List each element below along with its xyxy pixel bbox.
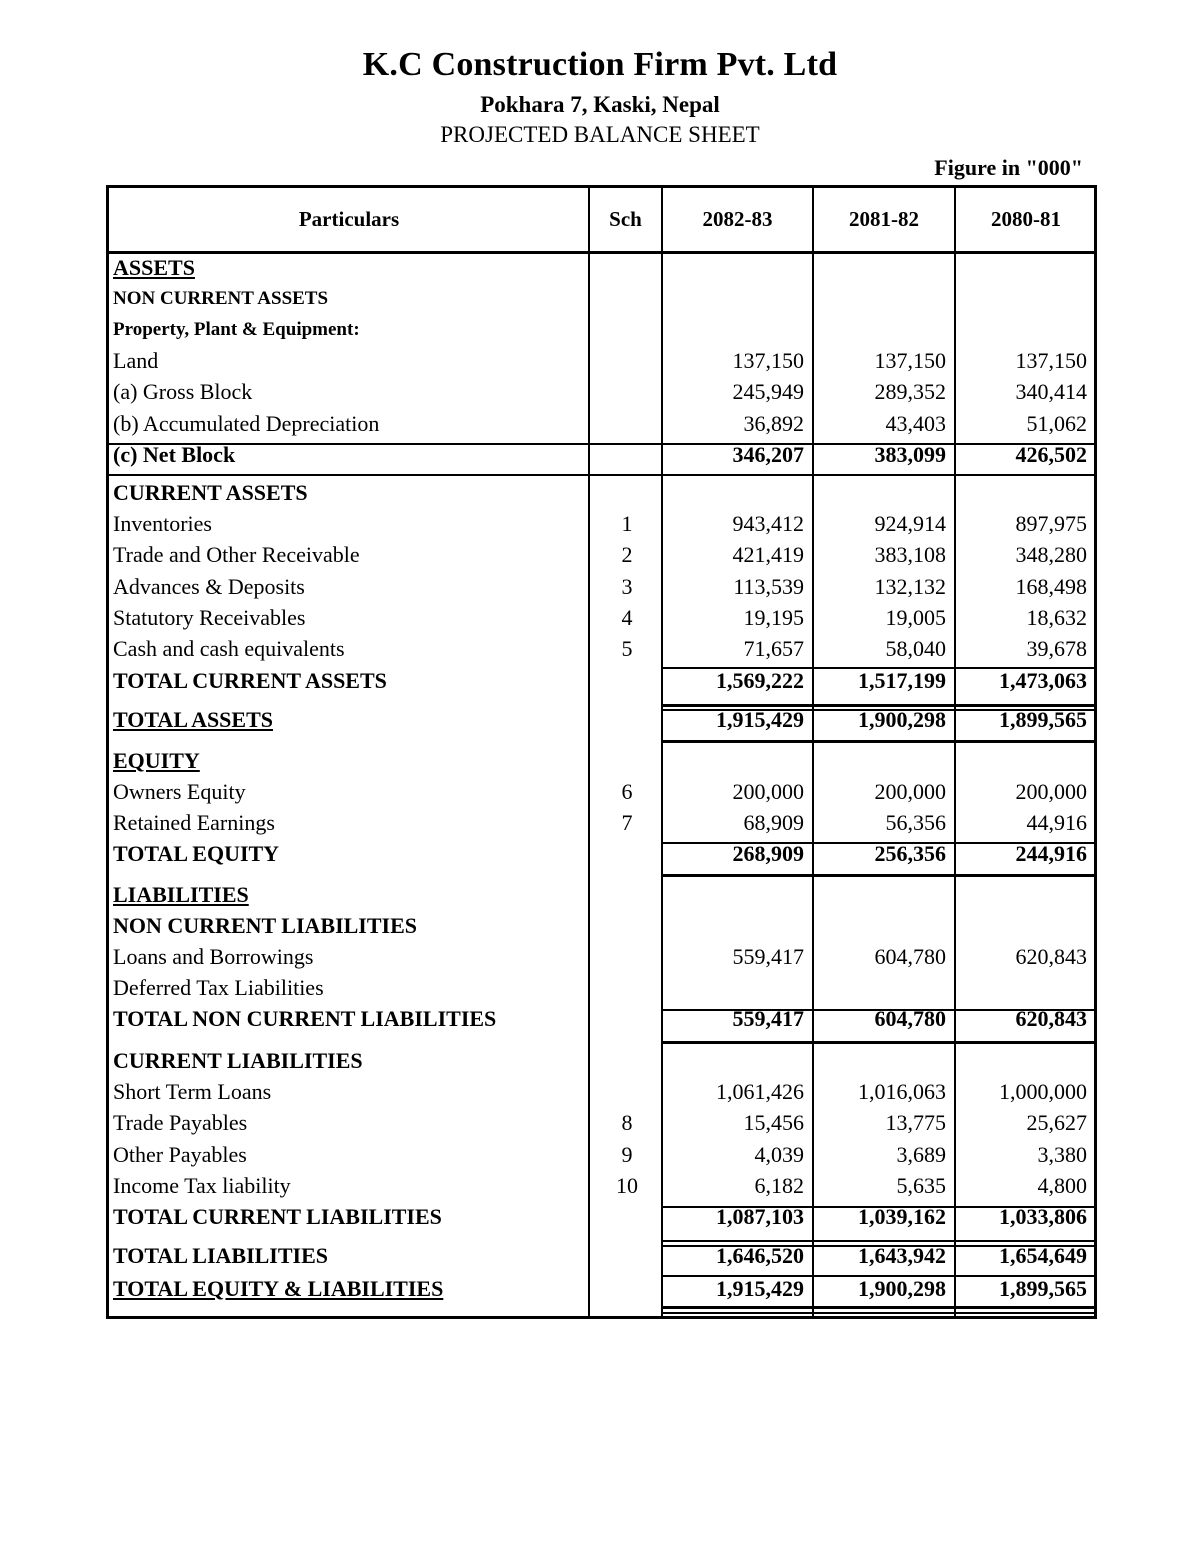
header-particulars: Particulars	[298, 207, 400, 231]
row-value-2081-82: 58,040	[885, 636, 946, 661]
table-body	[109, 254, 1094, 1316]
table-row	[109, 665, 1094, 696]
row-value-2082-83: 559,417	[732, 944, 804, 969]
rule-line	[662, 842, 1094, 844]
table-row	[109, 1107, 1094, 1138]
row-value-2080-81: 1,654,649	[999, 1243, 1087, 1268]
row-label: Owners Equity	[113, 779, 246, 804]
table-row	[109, 1170, 1094, 1201]
row-value-2080-81: 340,414	[1015, 379, 1087, 404]
row-value-2080-81: 3,380	[1037, 1142, 1087, 1167]
table-row	[109, 345, 1094, 376]
row-label: (c) Net Block	[113, 442, 236, 467]
table-row	[109, 941, 1094, 972]
row-label: TOTAL ASSETS	[113, 707, 274, 732]
row-value-2080-81: 137,150	[1015, 348, 1087, 373]
row-value-2080-81: 44,916	[1026, 810, 1087, 835]
row-value-2082-83: 137,150	[732, 348, 804, 373]
balance-sheet-table	[106, 185, 1097, 1319]
row-schedule: 7	[621, 810, 633, 835]
row-label: TOTAL CURRENT LIABILITIES	[113, 1204, 442, 1229]
row-label: ASSETS	[113, 255, 195, 280]
table-row	[109, 602, 1094, 633]
row-value-2082-83: 71,657	[743, 636, 804, 661]
row-value-2081-82: 19,005	[885, 605, 946, 630]
rule-line	[662, 1206, 1094, 1208]
row-label: (b) Accumulated Depreciation	[113, 411, 380, 436]
table-row	[109, 807, 1094, 838]
table-row	[109, 539, 1094, 570]
rule-line	[662, 1009, 1094, 1011]
row-value-2081-82: 256,356	[874, 841, 946, 866]
row-schedule: 1	[621, 511, 633, 536]
row-label: NON CURRENT LIABILITIES	[113, 913, 418, 938]
rule-line	[662, 1275, 1094, 1277]
document-title: PROJECTED BALANCE SHEET	[440, 122, 760, 147]
row-value-2080-81: 244,916	[1015, 841, 1087, 866]
row-label: NON CURRENT ASSETS	[113, 288, 329, 309]
header-year-2082-83: 2082-83	[702, 207, 773, 231]
row-value-2082-83: 15,456	[743, 1110, 804, 1135]
row-value-2082-83: 1,061,426	[716, 1079, 804, 1104]
table-row	[109, 776, 1094, 807]
row-label: LIABILITIES	[113, 882, 249, 907]
row-value-2080-81: 1,899,565	[999, 1276, 1087, 1301]
row-label: (a) Gross Block	[113, 379, 253, 404]
header-sch: Sch	[609, 207, 642, 231]
row-label: Trade and Other Receivable	[113, 542, 360, 567]
table-header-row	[109, 188, 1094, 254]
row-label: Property, Plant & Equipment:	[113, 319, 360, 340]
table-row	[109, 283, 1094, 314]
company-address: Pokhara 7, Kaski, Nepal	[480, 92, 720, 117]
rule-line	[662, 1312, 1094, 1314]
row-label: Statutory Receivables	[113, 605, 306, 630]
row-value-2081-82: 1,900,298	[858, 1276, 946, 1301]
row-value-2082-83: 346,207	[732, 442, 804, 467]
row-label: Loans and Borrowings	[113, 944, 314, 969]
row-label: TOTAL LIABILITIES	[113, 1243, 329, 1268]
row-value-2080-81: 25,627	[1026, 1110, 1087, 1135]
header-year-2081-82: 2081-82	[849, 207, 919, 231]
row-value-2080-81: 620,843	[1015, 1006, 1087, 1031]
row-label: CURRENT ASSETS	[113, 480, 308, 505]
row-label: TOTAL CURRENT ASSETS	[113, 668, 387, 693]
table-row	[109, 1045, 1094, 1076]
row-value-2080-81: 620,843	[1015, 944, 1087, 969]
row-value-2081-82: 289,352	[874, 379, 946, 404]
row-value-2082-83: 36,892	[743, 411, 804, 436]
rule-line	[109, 443, 1094, 445]
row-value-2081-82: 604,780	[874, 1006, 946, 1031]
row-value-2082-83: 245,949	[732, 379, 804, 404]
table-row	[109, 879, 1094, 910]
row-schedule: 6	[621, 779, 633, 804]
row-value-2081-82: 43,403	[885, 411, 946, 436]
table-row	[109, 408, 1094, 439]
table-row	[109, 1003, 1094, 1034]
row-schedule: 5	[621, 636, 633, 661]
row-value-2080-81: 200,000	[1015, 779, 1087, 804]
rule-line	[662, 709, 1094, 711]
row-label: Deferred Tax Liabilities	[113, 975, 324, 1000]
row-value-2080-81: 1,033,806	[999, 1204, 1087, 1229]
row-schedule: 3	[621, 574, 633, 599]
row-value-2082-83: 268,909	[732, 841, 804, 866]
row-value-2081-82: 1,900,298	[858, 707, 946, 732]
row-value-2082-83: 1,646,520	[716, 1243, 804, 1268]
row-value-2081-82: 5,635	[896, 1173, 946, 1198]
row-label: Advances & Deposits	[113, 574, 305, 599]
row-value-2080-81: 4,800	[1037, 1173, 1087, 1198]
row-value-2080-81: 51,062	[1026, 411, 1087, 436]
row-value-2081-82: 1,016,063	[858, 1079, 946, 1104]
row-value-2081-82: 1,039,162	[858, 1204, 946, 1229]
row-value-2081-82: 924,914	[874, 511, 946, 536]
rule-line	[662, 874, 1094, 877]
header-year-2080-81: 2080-81	[991, 207, 1061, 231]
row-label: Trade Payables	[113, 1110, 248, 1135]
rule-line	[662, 1306, 1094, 1309]
row-value-2082-83: 113,539	[733, 574, 804, 599]
table-row	[109, 1076, 1094, 1107]
row-label: Short Term Loans	[113, 1079, 272, 1104]
row-value-2080-81: 1,899,565	[999, 707, 1087, 732]
company-name: K.C Construction Firm Pvt. Ltd	[362, 46, 838, 83]
row-value-2082-83: 559,417	[732, 1006, 804, 1031]
table-row	[109, 376, 1094, 407]
row-value-2082-83: 1,915,429	[716, 1276, 804, 1301]
row-value-2080-81: 39,678	[1026, 636, 1087, 661]
row-label: Cash and cash equivalents	[113, 636, 345, 661]
row-value-2081-82: 13,775	[885, 1110, 946, 1135]
row-value-2082-83: 68,909	[743, 810, 804, 835]
row-value-2080-81: 897,975	[1015, 511, 1087, 536]
table-row	[109, 508, 1094, 539]
row-value-2080-81: 18,632	[1026, 605, 1087, 630]
table-row	[109, 910, 1094, 941]
row-value-2082-83: 4,039	[754, 1142, 804, 1167]
rule-line	[662, 704, 1094, 707]
table-row	[109, 972, 1094, 1003]
row-value-2081-82: 1,517,199	[858, 668, 946, 693]
table-row	[109, 477, 1094, 508]
row-value-2082-83: 6,182	[754, 1173, 804, 1198]
row-value-2081-82: 137,150	[874, 348, 946, 373]
table-row	[109, 745, 1094, 776]
table-row	[109, 314, 1094, 345]
row-value-2081-82: 1,643,942	[858, 1243, 946, 1268]
row-value-2082-83: 1,087,103	[716, 1204, 804, 1229]
row-value-2082-83: 19,195	[743, 605, 804, 630]
row-value-2081-82: 604,780	[874, 944, 946, 969]
table-row	[109, 633, 1094, 664]
row-value-2082-83: 1,915,429	[716, 707, 804, 732]
row-label: TOTAL EQUITY & LIABILITIES	[113, 1276, 444, 1301]
row-label: Land	[113, 348, 159, 373]
row-value-2082-83: 943,412	[732, 511, 804, 536]
row-value-2081-82: 56,356	[885, 810, 946, 835]
row-schedule: 9	[621, 1142, 633, 1167]
table-row	[109, 252, 1094, 283]
row-value-2080-81: 1,473,063	[999, 668, 1087, 693]
rule-line	[662, 740, 1094, 743]
row-label: TOTAL NON CURRENT LIABILITIES	[113, 1006, 497, 1031]
rule-line	[109, 474, 1094, 476]
row-schedule: 2	[621, 542, 633, 567]
row-label: Income Tax liability	[113, 1173, 291, 1198]
row-value-2081-82: 383,099	[874, 442, 946, 467]
row-value-2082-83: 200,000	[732, 779, 804, 804]
row-label: Retained Earnings	[113, 810, 275, 835]
rule-line	[662, 667, 1094, 669]
row-schedule: 8	[621, 1110, 633, 1135]
table-row	[109, 571, 1094, 602]
row-label: Inventories	[113, 511, 212, 536]
row-label: TOTAL EQUITY	[113, 841, 280, 866]
row-label: Other Payables	[113, 1142, 247, 1167]
table-row	[109, 1273, 1094, 1304]
row-value-2080-81: 1,000,000	[999, 1079, 1087, 1104]
rule-line	[662, 1240, 1094, 1242]
figure-unit-note: Figure in "000"	[934, 155, 1083, 180]
table-row	[109, 1139, 1094, 1170]
row-value-2080-81: 168,498	[1015, 574, 1087, 599]
row-schedule: 10	[616, 1173, 638, 1198]
row-value-2081-82: 200,000	[874, 779, 946, 804]
row-schedule: 4	[621, 605, 633, 630]
row-label: CURRENT LIABILITIES	[113, 1048, 363, 1073]
row-value-2080-81: 426,502	[1015, 442, 1087, 467]
row-value-2082-83: 421,419	[732, 542, 804, 567]
row-value-2081-82: 3,689	[896, 1142, 946, 1167]
row-label: EQUITY	[113, 748, 200, 773]
rule-line	[662, 1041, 1094, 1044]
row-value-2080-81: 348,280	[1015, 542, 1087, 567]
rule-line	[662, 1245, 1094, 1247]
row-value-2082-83: 1,569,222	[716, 668, 804, 693]
row-value-2081-82: 383,108	[874, 542, 946, 567]
row-value-2081-82: 132,132	[874, 574, 946, 599]
